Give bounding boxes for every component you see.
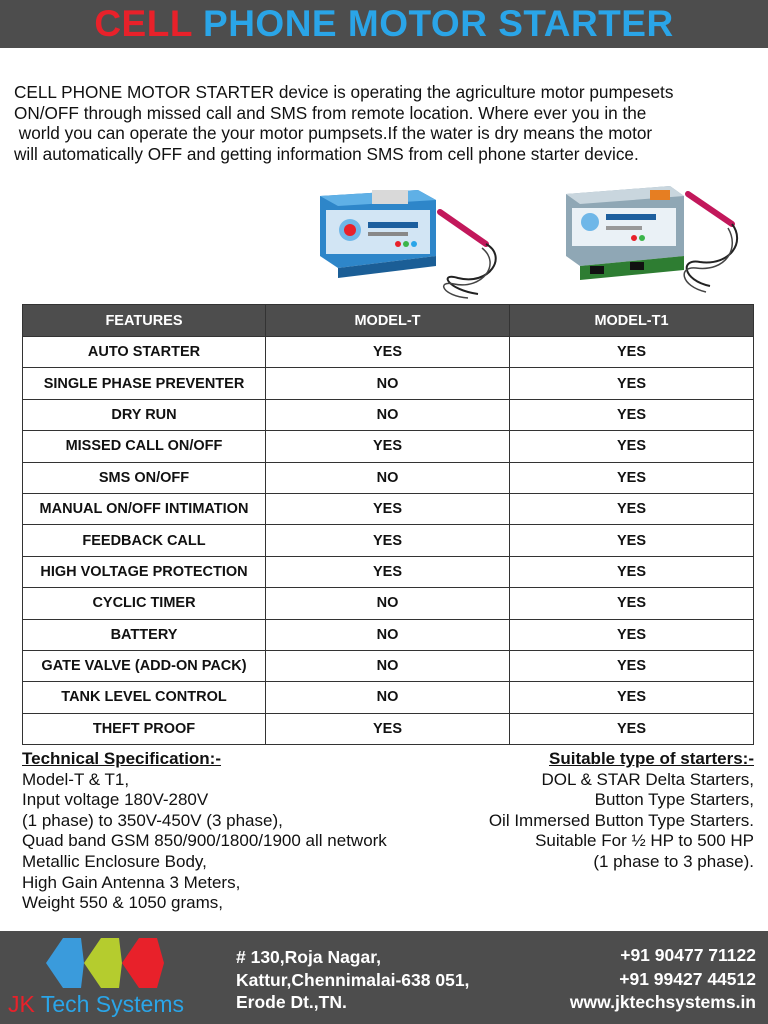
tech-spec-line: Quad band GSM 850/900/1800/1900 all network (22, 831, 387, 851)
logo-jk: JK (8, 991, 35, 1017)
column-header: MODEL-T1 (510, 305, 754, 337)
tech-spec-line: Input voltage 180V-280V (22, 790, 209, 810)
model-t-device-image (318, 186, 508, 302)
feature-name-cell: MISSED CALL ON/OFF (23, 431, 266, 462)
feature-name-cell: TANK LEVEL CONTROL (23, 682, 266, 713)
feature-name-cell: AUTO STARTER (23, 337, 266, 368)
tech-spec-line: High Gain Antenna 3 Meters, (22, 872, 241, 892)
starters-line: (1 phase to 3 phase). (593, 851, 754, 871)
address-block (236, 946, 469, 1014)
table-row (23, 619, 754, 650)
technical-specification (22, 749, 452, 914)
address-line: # 130,Roja Nagar, (236, 947, 381, 967)
model-t-cell: NO (266, 619, 510, 650)
model-t-cell: YES (266, 493, 510, 524)
intro-paragraph (14, 82, 762, 164)
column-header: MODEL-T (266, 305, 510, 337)
tech-spec-line: (1 phase) to 350V-450V (3 phase), (22, 810, 283, 830)
table-row (23, 368, 754, 399)
model-t1-cell: YES (510, 462, 754, 493)
suitable-starters (424, 749, 754, 873)
model-t1-cell: YES (510, 337, 754, 368)
starters-line: DOL & STAR Delta Starters, (541, 769, 754, 789)
model-t-cell: NO (266, 588, 510, 619)
feature-name-cell: THEFT PROOF (23, 713, 266, 744)
model-t-cell: NO (266, 462, 510, 493)
feature-name-cell: BATTERY (23, 619, 266, 650)
table-body (23, 337, 754, 745)
model-t-cell: YES (266, 713, 510, 744)
model-t1-device-image (560, 182, 744, 300)
feature-name-cell: SMS ON/OFF (23, 462, 266, 493)
contact-block (570, 944, 756, 1015)
starters-line: Oil Immersed Button Type Starters. (488, 810, 754, 830)
tech-spec-line: Metallic Enclosure Body, (22, 851, 207, 871)
feature-name-cell: SINGLE PHASE PREVENTER (23, 368, 266, 399)
phone-number[interactable]: +91 90477 71122 (620, 945, 756, 965)
model-t1-cell: YES (510, 588, 754, 619)
table-row (23, 588, 754, 619)
model-t1-cell: YES (510, 399, 754, 430)
column-header: FEATURES (23, 305, 266, 337)
starters-title: Suitable type of starters:- (549, 749, 754, 768)
table-row (23, 713, 754, 744)
model-t1-cell: YES (510, 713, 754, 744)
table-row (23, 493, 754, 524)
tech-spec-line: Weight 550 & 1050 grams, (22, 893, 223, 913)
feature-name-cell: HIGH VOLTAGE PROTECTION (23, 556, 266, 587)
model-t1-cell: YES (510, 650, 754, 681)
feature-name-cell: GATE VALVE (ADD-ON PACK) (23, 650, 266, 681)
model-t-cell: NO (266, 368, 510, 399)
table-header-row (23, 305, 754, 337)
website-link[interactable]: www.jktechsystems.in (569, 992, 756, 1012)
starters-line: Suitable For ½ HP to 500 HP (535, 831, 754, 851)
page-header (0, 0, 768, 48)
model-t-cell: NO (266, 650, 510, 681)
feature-name-cell: DRY RUN (23, 399, 266, 430)
model-t1-cell: YES (510, 431, 754, 462)
tech-spec-title: Technical Specification:- (22, 749, 222, 768)
company-logo-text (8, 991, 184, 1018)
hexagon-logo-icon (42, 935, 168, 991)
tech-spec-line: Model-T & T1, (22, 769, 130, 789)
model-t-cell: NO (266, 399, 510, 430)
model-t1-cell: YES (510, 493, 754, 524)
logo-tech-systems: Tech Systems (34, 991, 184, 1017)
feature-name-cell: FEEDBACK CALL (23, 525, 266, 556)
table-row (23, 337, 754, 368)
model-t1-cell: YES (510, 525, 754, 556)
title-rest: PHONE MOTOR STARTER (192, 3, 674, 44)
table-row (23, 462, 754, 493)
model-t1-cell: YES (510, 619, 754, 650)
features-table (22, 304, 754, 745)
phone-number[interactable]: +91 99427 44512 (619, 968, 756, 989)
intro-line: CELL PHONE MOTOR STARTER device is operating the agriculture motor pumpesets (14, 82, 674, 102)
title-word-cell: CELL (94, 3, 193, 44)
address-line: Kattur,Chennimalai-638 051, (236, 969, 470, 990)
table-row (23, 650, 754, 681)
table-row (23, 431, 754, 462)
table-row (23, 399, 754, 430)
address-line: Erode Dt.,TN. (236, 992, 347, 1012)
model-t-cell: YES (266, 431, 510, 462)
model-t-cell: YES (266, 337, 510, 368)
table-row (23, 682, 754, 713)
feature-name-cell: CYCLIC TIMER (23, 588, 266, 619)
table-row (23, 525, 754, 556)
model-t1-cell: YES (510, 556, 754, 587)
intro-line: world you can operate the your motor pumpsets.If the water is dry means the motor (14, 123, 653, 143)
feature-name-cell: MANUAL ON/OFF INTIMATION (23, 493, 266, 524)
model-t-cell: YES (266, 556, 510, 587)
table-row (23, 556, 754, 587)
model-t-cell: NO (266, 682, 510, 713)
model-t-cell: YES (266, 525, 510, 556)
starters-line: Button Type Starters, (594, 790, 754, 810)
model-t1-cell: YES (510, 368, 754, 399)
model-t1-cell: YES (510, 682, 754, 713)
intro-line: ON/OFF through missed call and SMS from remote location. Where ever you in the (14, 102, 647, 123)
intro-line: will automatically OFF and getting information SMS from cell phone starter device. (14, 143, 639, 164)
